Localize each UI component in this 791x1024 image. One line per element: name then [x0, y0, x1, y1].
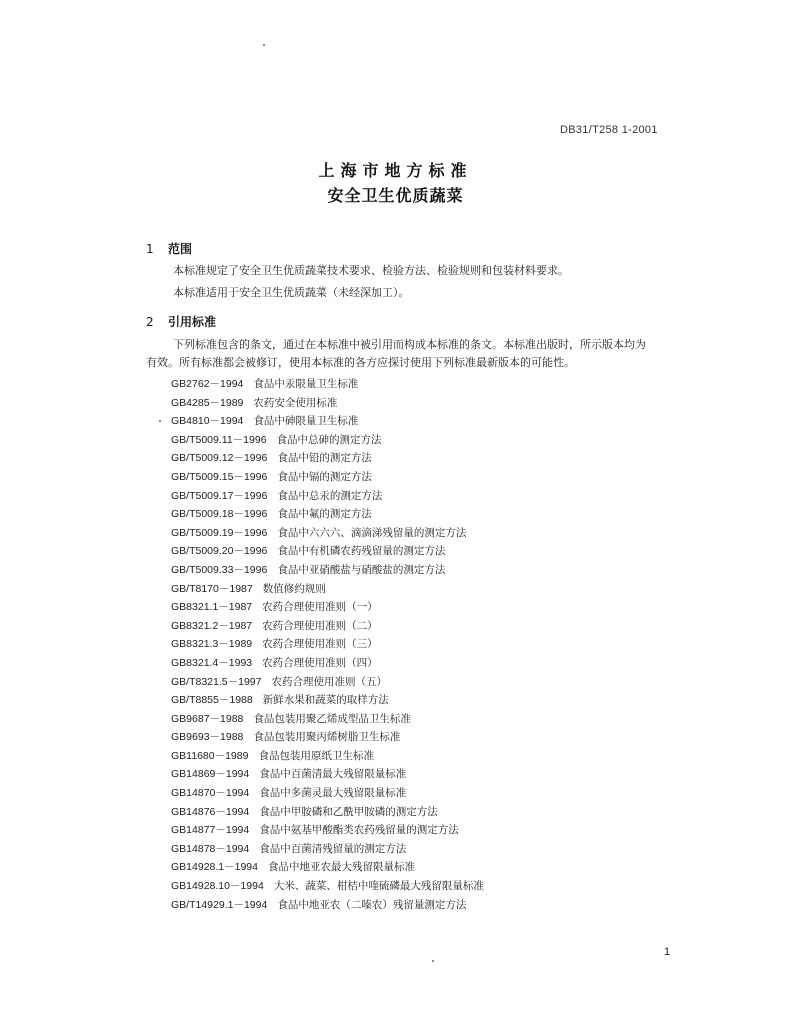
reference-item: GB/T14929.1－1994 食品中地亚农（二嗪农）残留量测定方法	[171, 898, 467, 911]
section-1-title: 范围	[168, 242, 193, 256]
section-2-intro-line-1: 下列标准包含的条文，通过在本标准中被引用而构成本标准的条文。本标准出版时，所示版本均为	[173, 338, 646, 351]
reference-item: GB14869－1994 食品中百菌清最大残留限量标准	[171, 768, 407, 781]
reference-item: GB14876－1994 食品中甲胺磷和乙酰甲胺磷的测定方法	[171, 805, 438, 818]
title-line-2: 安全卫生优质蔬菜	[327, 186, 464, 205]
reference-item: GB/T5009.11－1996 食品中总砷的测定方法	[171, 433, 382, 446]
reference-item: GB/T8321.5－1997 农药合理使用准则（五）	[171, 675, 387, 688]
reference-item: GB4285－1989 农药安全使用标准	[171, 396, 338, 409]
section-1-heading	[146, 240, 192, 257]
section-1-number: 1	[146, 242, 154, 256]
section-1-para-1: 本标准规定了安全卫生优质蔬菜技术要求、检验方法、检验规则和包装材料要求。	[173, 264, 569, 277]
reference-item: GB2762－1994 食品中汞限量卫生标准	[171, 378, 359, 390]
reference-item: GB/T8170－1987 数值修约规则	[171, 582, 326, 595]
reference-item: GB14870－1994 食品中多菌灵最大残留限量标准	[171, 787, 407, 800]
reference-item: GB14878－1994 食品中百菌清残留量的测定方法	[171, 842, 407, 855]
reference-item: GB8321.1－1987 农药合理使用准则（一）	[171, 601, 378, 614]
reference-item: GB/T8855－1988 新鲜水果和蔬菜的取样方法	[171, 694, 389, 707]
reference-item: GB8321.3－1989 农药合理使用准则（三）	[171, 638, 378, 651]
reference-item: GB14928.10－1994 大米、蔬菜、柑桔中喹硫磷最大残留限量标准	[171, 880, 484, 893]
section-1-para-2: 本标准适用于安全卫生优质蔬菜（未经深加工）。	[173, 286, 410, 299]
reference-item: GB11680－1989 食品包装用原纸卫生标准	[171, 749, 374, 762]
reference-item: GB/T5009.33－1996 食品中亚硝酸盐与硝酸盐的测定方法	[171, 563, 446, 576]
reference-item: GB9693－1988 食品包装用聚丙烯树脂卫生标准	[171, 731, 401, 744]
title-line-1: 上海市地方标准	[318, 161, 473, 180]
reference-item: GB14928.1－1994 食品中地亚农最大残留限量标准	[171, 861, 415, 874]
reference-item: GB/T5009.18－1996 食品中氟的测定方法	[171, 508, 372, 521]
reference-item: GB/T5009.15－1996 食品中镉的测定方法	[171, 470, 372, 483]
page-number: 1	[664, 946, 671, 958]
reference-item: GB8321.2－1987 农药合理使用准则（二）	[171, 619, 378, 632]
section-2-title: 引用标准	[168, 315, 217, 329]
reference-item: GB4810－1994 食品中砷限量卫生标准	[171, 415, 359, 428]
reference-item: GB/T5009.20－1996 食品中有机磷农药残留量的测定方法	[171, 545, 446, 558]
scan-speck	[432, 960, 434, 962]
reference-item: GB/T5009.12－1996 食品中铅的测定方法	[171, 452, 372, 465]
reference-item: GB9687－1988 食品包装用聚乙烯成型品卫生标准	[171, 712, 411, 725]
section-2-number: 2	[146, 315, 154, 329]
section-2-intro-line-2: 有效。所有标准都会被修订，使用本标准的各方应探讨使用下列标准最新版本的可能性。	[146, 356, 575, 369]
standard-code: DB31/T258 1-2001	[560, 124, 658, 136]
reference-item: GB/T5009.17－1996 食品中总汞的测定方法	[171, 489, 383, 502]
normative-references-list	[171, 375, 484, 914]
reference-item: GB14877－1994 食品中氨基甲酸酯类农药残留量的测定方法	[171, 824, 459, 837]
scan-speck	[159, 420, 161, 422]
reference-item: GB8321.4－1993 农药合理使用准则（四）	[171, 656, 378, 669]
section-2-heading	[146, 313, 216, 330]
scan-speck	[263, 44, 265, 46]
reference-item: GB/T5009.19－1996 食品中六六六、滴滴涕残留量的测定方法	[171, 526, 467, 539]
